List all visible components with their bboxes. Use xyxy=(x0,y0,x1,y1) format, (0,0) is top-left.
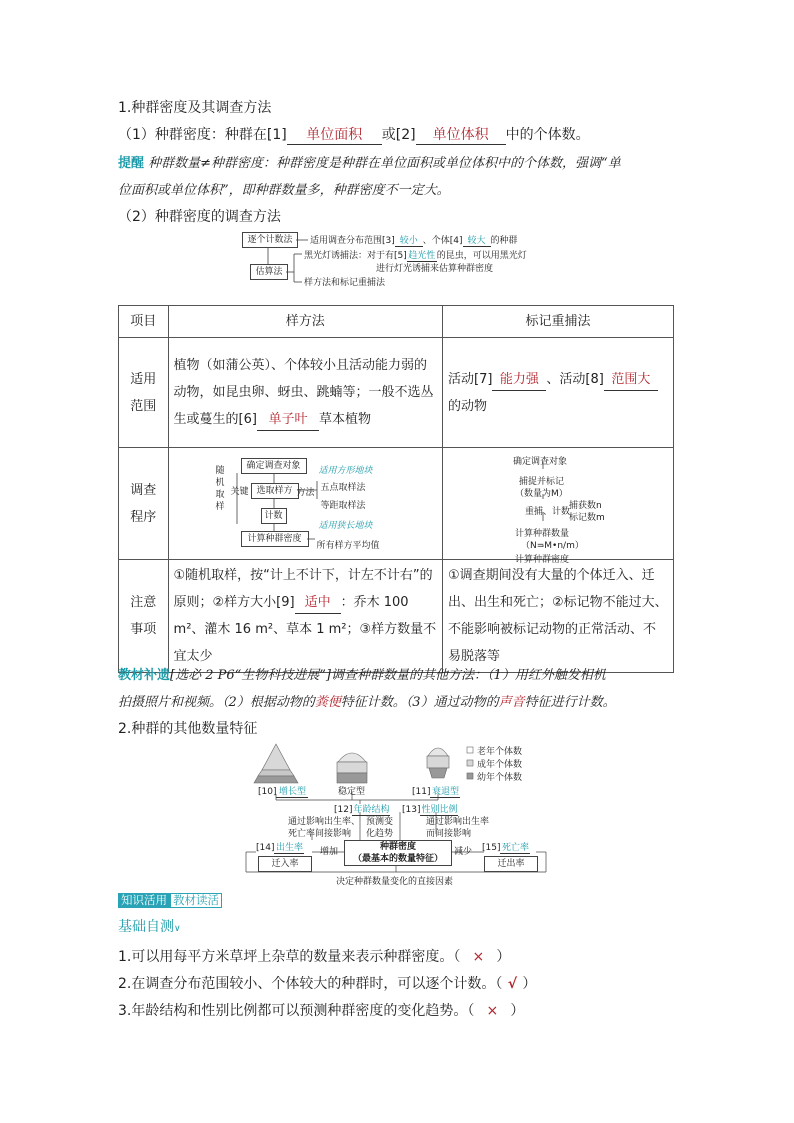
method-label: 方法 xyxy=(296,487,315,498)
answer-2: 单位体积 xyxy=(416,124,506,145)
legend-old: 老年个体数 xyxy=(477,747,523,757)
left-note-1: 通过影响出生率、 xyxy=(288,817,361,827)
section-tags xyxy=(118,893,222,908)
answer-3: 较小 xyxy=(395,233,423,247)
section2-heading: 2.种群的其他数量特征 xyxy=(118,721,258,737)
tip-line-1 xyxy=(118,152,621,171)
answer-9: 适中 xyxy=(295,593,341,614)
table-header-quadrat: 样方法 xyxy=(168,306,442,338)
quiz-q3-close: ） xyxy=(510,1003,525,1019)
scope-quadrat xyxy=(168,338,442,448)
mark-step-count-m: （数量为M） xyxy=(515,488,568,499)
population-features-diagram xyxy=(240,742,556,888)
note-age-indirect xyxy=(288,816,360,840)
left-note-2: 死亡率间接影响 xyxy=(288,829,352,839)
procedure-quadrat xyxy=(168,448,442,560)
mark-formula: （N=M•n/m） xyxy=(521,540,584,551)
supplement-word-feces: 粪便 xyxy=(314,695,341,710)
answer-12: 年龄结构 xyxy=(352,802,390,816)
scope-quadrat-text-a: 植物（如蒲公英）、个体较小且活动能力弱的动物，如昆虫卵、蚜虫、跳蝻等；一般不选丛生或蔓生的[6] xyxy=(173,358,434,427)
num-13: [13] xyxy=(402,805,421,815)
table-row-notes xyxy=(119,560,674,673)
label-decrease: 减少 xyxy=(454,847,473,857)
option-five-point: 五点取样法 xyxy=(320,482,366,493)
p1-prefix: （1）种群密度：种群在[1] xyxy=(118,127,287,143)
trap-text-a: 黑光灯诱捕法：对于有[5] xyxy=(304,251,407,261)
legend-young: 幼年个体数 xyxy=(477,773,523,783)
notes-quadrat-text-b: ：乔木 100 m²、灌木 16 m²、草本 1 m²；③样方数量不宜太少 xyxy=(173,595,437,664)
step-calculate-density: 计算种群密度 xyxy=(241,531,309,547)
scope-mark-text-b: 、活动[8] xyxy=(546,371,604,387)
p1-suffix: 中的个体数。 xyxy=(505,127,590,143)
quiz-q3-text: 3.年龄结构和性别比例都可以预测种群密度的变化趋势。（ xyxy=(118,1003,475,1019)
supplement-text-2a: 拍摄照片和视频。（2）根据动物的 xyxy=(118,695,315,710)
label-direct-factors: 决定种群数量变化的直接因素 xyxy=(336,877,454,887)
table-header-mark-recapture: 标记重捕法 xyxy=(443,306,674,338)
right-note-2: 而间接影响 xyxy=(426,829,472,839)
quiz-q2-mark: √ xyxy=(507,976,518,992)
note-sex-indirect xyxy=(426,816,489,840)
num-15: [15] xyxy=(482,843,501,853)
num-12: [12] xyxy=(334,805,353,815)
box-count-method: 逐个计数法 xyxy=(242,232,298,248)
supplement-text-1: [选必 2 P6“生物科技进展”]调查种群数量的其他方法：（1）用红外触发相机 xyxy=(170,668,606,683)
tag-textbook-reading: 教材读活 xyxy=(170,893,222,908)
legend-adult: 成年个体数 xyxy=(477,760,523,770)
quiz-title xyxy=(118,916,181,936)
step-count: 计数 xyxy=(261,508,287,524)
center-subtitle: （最基本的数量特征） xyxy=(352,854,443,864)
count-text-c: 的种群 xyxy=(490,236,518,246)
notes-mark-recapture: ①调查期间没有大量的个体迁入、迁出、出生和死亡；②标记物不能过大、不能影响被标记动物的正常活动、不易脱落等 xyxy=(443,560,674,673)
tip-text-1: 种群数量≠种群密度：种群密度是种群在单位面积或单位体积中的个体数，强调“单 xyxy=(148,156,621,171)
quiz-item-1 xyxy=(118,946,510,966)
quiz-item-3 xyxy=(118,1000,524,1020)
label-birth-rate xyxy=(256,840,304,854)
scope-mark-text-a: 活动[7] xyxy=(448,371,493,387)
method-subheading: （2）种群密度的调查方法 xyxy=(118,209,281,225)
trap-text-b: 的昆虫，可以用黑光灯 xyxy=(436,251,527,261)
density-definition xyxy=(118,124,590,145)
notes-quadrat-text-a: ①随机取样，按“计上不计下，计左不计右”的原则；②样方大小[9] xyxy=(173,568,433,610)
option-equidistant: 等距取样法 xyxy=(320,500,366,511)
answer-11: 衰退型 xyxy=(430,784,460,798)
step-determine-object: 确定调查对象 xyxy=(241,458,307,474)
supplement-label: 教材补遗 xyxy=(118,668,171,683)
label-sex-ratio xyxy=(402,802,458,816)
supplement-text-2c: 特征进行计数。 xyxy=(524,695,616,710)
supplement-word-sound: 声音 xyxy=(498,695,525,710)
num-11: [11] xyxy=(412,787,431,797)
num-10: [10] xyxy=(258,787,277,797)
table-row-scope xyxy=(119,338,674,448)
supplement-line-2 xyxy=(118,691,616,710)
mark-step-calc-number: 计算种群数量 xyxy=(515,528,570,539)
table-header-item: 项目 xyxy=(119,306,169,338)
answer-15: 死亡率 xyxy=(500,840,530,854)
center-population-density xyxy=(344,840,452,866)
label-stable: 稳定型 xyxy=(338,787,366,797)
answer-8: 范围大 xyxy=(604,370,658,391)
chevron-down-icon: ∨ xyxy=(174,924,181,934)
mid-note-1: 预测变 xyxy=(366,817,394,827)
scope-mark-recapture xyxy=(443,338,674,448)
random-sampling-label: 随机取样 xyxy=(215,465,225,512)
note-square-plot: 适用方形地块 xyxy=(318,465,373,476)
count-text-a: 适用调查分布范围[3] xyxy=(310,236,395,246)
quiz-item-2 xyxy=(118,973,536,993)
answer-1: 单位面积 xyxy=(287,124,382,145)
right-note-1: 通过影响出生率 xyxy=(426,817,490,827)
answer-14: 出生率 xyxy=(274,840,304,854)
label-declining xyxy=(412,784,460,798)
key-label: 关键 xyxy=(230,486,249,497)
quiz-title-text: 基础自测 xyxy=(118,919,174,935)
mid-note-2: 化趋势 xyxy=(366,829,394,839)
p1-mid: 或[2] xyxy=(381,127,416,143)
answer-4: 较大 xyxy=(463,233,491,247)
scope-mark-text-c: 的动物 xyxy=(448,398,488,414)
row-label-scope: 适用范围 xyxy=(119,338,169,448)
num-14: [14] xyxy=(256,843,275,853)
supplement-line-1 xyxy=(118,664,606,683)
trap-method-line-1 xyxy=(304,248,527,262)
mark-step-object: 确定调查对象 xyxy=(513,456,568,467)
count-method-text xyxy=(310,233,518,247)
quiz-q1-close: ） xyxy=(496,949,511,965)
average-label: 所有样方平均值 xyxy=(316,540,380,551)
mark-step-recapture: 重捕、计数 xyxy=(525,506,571,517)
quiz-q3-mark: × xyxy=(486,1003,499,1019)
row-label-notes: 注意事项 xyxy=(119,560,169,673)
quiz-q2-close: ） xyxy=(522,976,537,992)
tag-knowledge-use: 知识活用 xyxy=(118,893,170,908)
notes-quadrat xyxy=(168,560,442,673)
label-death-rate xyxy=(482,840,530,854)
supplement-text-2b: 特征计数。（3）通过动物的 xyxy=(340,695,499,710)
box-immigration: 迁入率 xyxy=(258,856,312,872)
mark-flowchart xyxy=(443,449,673,565)
count-text-b: 、个体[4] xyxy=(422,236,463,246)
answer-6: 单子叶 xyxy=(257,410,319,431)
label-increase: 增加 xyxy=(320,847,339,857)
quadrat-flow-arrows xyxy=(169,449,433,559)
note-predict-trend xyxy=(366,816,393,840)
method-comparison-table xyxy=(118,305,674,673)
answer-5: 趋光性 xyxy=(407,248,437,262)
quiz-q1-mark: × xyxy=(472,949,485,965)
mark-flow-arrows xyxy=(443,449,673,559)
scope-quadrat-text-b: 草本植物 xyxy=(318,412,371,427)
step-select-quadrat: 选取样方 xyxy=(251,483,299,499)
quiz-q2-text: 2.在调查分布范围较小、个体较大的种群时，可以逐个计数。（ xyxy=(118,976,503,992)
quiz-q1-text: 1.可以用每平方米草坪上杂草的数量来表示种群密度。（ xyxy=(118,949,461,965)
tip-label: 提醒 xyxy=(118,156,145,171)
table-header-row xyxy=(119,306,674,338)
quadrat-flowchart xyxy=(169,449,433,559)
label-growth xyxy=(258,784,308,798)
procedure-mark-recapture xyxy=(443,448,674,565)
mark-captured-n: 捕获数n xyxy=(569,500,602,511)
sample-methods-line: 样方法和标记重捕法 xyxy=(304,278,386,288)
box-estimate-method: 估算法 xyxy=(250,264,288,280)
mark-marked-m: 标记数m xyxy=(569,512,605,523)
note-narrow-plot: 适用狭长地块 xyxy=(318,520,373,531)
table-row-procedure xyxy=(119,448,674,560)
tip-line-2: 位面积或单位体积”，即种群数量多，种群密度不一定大。 xyxy=(118,183,450,198)
box-emigration: 迁出率 xyxy=(484,856,538,872)
method-diagram xyxy=(238,228,558,290)
mark-step-calc-density: 计算种群密度 xyxy=(515,554,570,565)
mark-step-capture: 捕捉并标记 xyxy=(519,476,565,487)
answer-10: 增长型 xyxy=(276,784,308,798)
answer-7: 能力强 xyxy=(492,370,546,391)
row-label-procedure: 调查程序 xyxy=(119,448,169,560)
center-title: 种群密度 xyxy=(379,842,416,852)
trap-method-line-2: 进行灯光诱捕来估算种群密度 xyxy=(376,264,494,274)
label-age-structure xyxy=(334,802,390,816)
section1-heading: 1.种群密度及其调查方法 xyxy=(118,100,272,116)
answer-13: 性别比例 xyxy=(420,802,458,816)
